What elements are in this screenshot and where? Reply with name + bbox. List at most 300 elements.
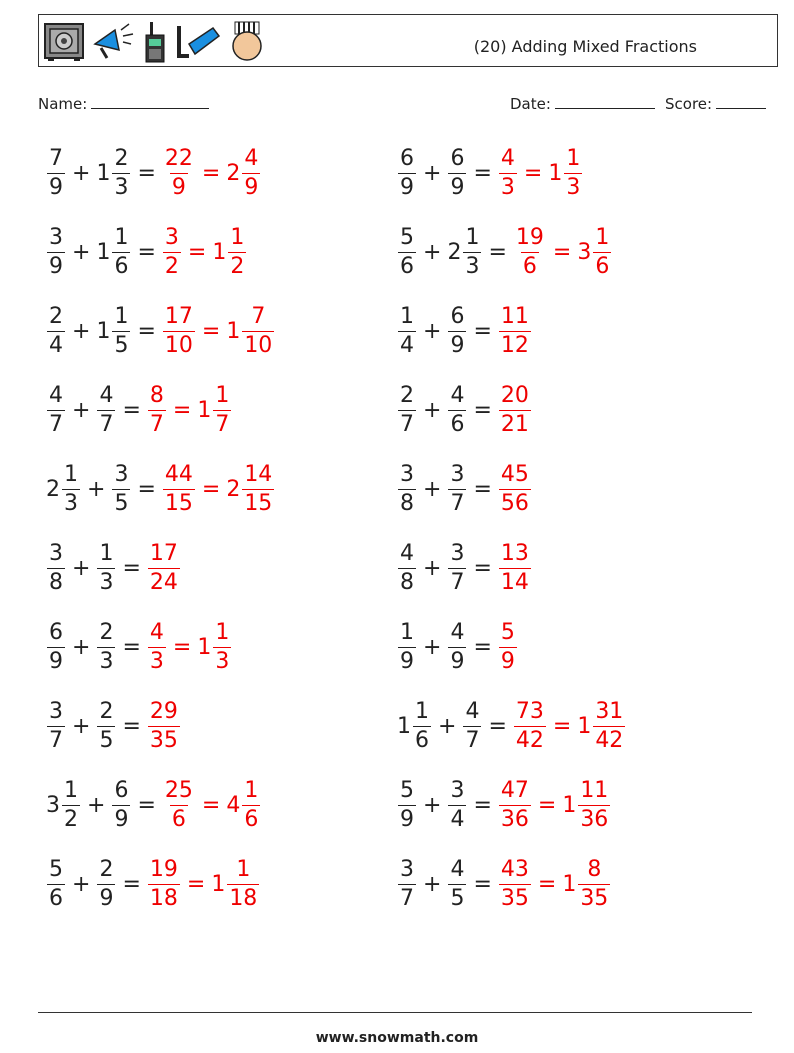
- addend-a-fraction-numerator: 5: [400, 777, 414, 803]
- addend-a-fraction-denominator: 2: [64, 806, 78, 832]
- addend-b-fraction-numerator: 4: [450, 619, 465, 645]
- plus-sign: +: [87, 476, 106, 502]
- answer-improper: [148, 856, 180, 911]
- addend-a-fraction: [62, 461, 80, 516]
- plus-sign: +: [423, 555, 442, 581]
- date-label: Date:: [510, 95, 551, 113]
- equals-sign: =: [488, 239, 507, 265]
- problem-item: [397, 696, 626, 756]
- answer-improper-denominator: 35: [500, 885, 529, 911]
- addend-b-fraction: [448, 382, 466, 437]
- answer: [162, 224, 247, 279]
- answer-mixed-fraction: [213, 382, 231, 437]
- addend-b-fraction-denominator: 9: [450, 174, 465, 200]
- equals-sign: =: [137, 239, 156, 265]
- addend-b-fraction: [97, 540, 115, 595]
- addend-a-fraction-numerator: 3: [49, 224, 63, 250]
- answer-mixed-whole: 1: [562, 871, 577, 897]
- equals-sign: =: [473, 397, 492, 423]
- answer: [498, 777, 611, 832]
- answer-improper-denominator: 6: [171, 806, 186, 832]
- answer: [498, 303, 532, 358]
- equals-sign: =: [473, 871, 492, 897]
- answer-improper-denominator: 7: [149, 411, 164, 437]
- answer-improper: [499, 382, 531, 437]
- equals-sign: =: [201, 160, 221, 186]
- answer-improper-denominator: 10: [164, 332, 193, 358]
- problem-item: [46, 459, 275, 519]
- answer-improper-denominator: 6: [522, 253, 537, 279]
- answer-improper-numerator: 17: [164, 303, 193, 329]
- problem-item: [46, 696, 181, 756]
- addend-a-fraction-numerator: 4: [49, 382, 63, 408]
- answer-improper-denominator: 56: [500, 490, 529, 516]
- addend-b-fraction-numerator: 1: [465, 224, 480, 250]
- addend-b-whole: 1: [96, 160, 111, 186]
- equals-sign: =: [201, 792, 221, 818]
- plus-sign: +: [87, 792, 106, 818]
- answer-improper: [163, 461, 195, 516]
- problem-item: [397, 459, 532, 519]
- addend-a-fraction-numerator: 4: [400, 540, 414, 566]
- answer: [498, 145, 583, 200]
- answer-mixed-fraction-denominator: 35: [580, 885, 609, 911]
- addend-a-fraction: [47, 856, 65, 911]
- addend-b-fraction: [448, 540, 466, 595]
- answer-improper-denominator: 24: [149, 569, 178, 595]
- addend-a-fraction-denominator: 7: [400, 411, 414, 437]
- answer-mixed-fraction: [227, 856, 259, 911]
- addend-a-fraction-denominator: 8: [49, 569, 63, 595]
- answer-mixed-fraction: [578, 856, 610, 911]
- answer: [513, 224, 612, 279]
- equals-sign: =: [137, 476, 156, 502]
- addend-a-fraction-denominator: 9: [49, 648, 63, 674]
- addend-b-fraction: [448, 777, 466, 832]
- answer-mixed-whole: 1: [562, 792, 577, 818]
- answer-mixed-fraction-numerator: 1: [566, 145, 581, 171]
- answer-mixed-whole: 2: [226, 476, 241, 502]
- answer-mixed-fraction-denominator: 2: [230, 253, 245, 279]
- addend-a-fraction: [398, 461, 416, 516]
- addend-b-fraction: [97, 382, 115, 437]
- answer: [513, 698, 626, 753]
- answer-mixed-fraction-denominator: 9: [244, 174, 259, 200]
- answer-improper: [514, 698, 546, 753]
- answer-mixed-fraction-denominator: 6: [244, 806, 259, 832]
- equals-sign: =: [552, 713, 572, 739]
- answer-improper: [499, 145, 517, 200]
- answer-improper-denominator: 2: [164, 253, 179, 279]
- answer-improper-denominator: 12: [500, 332, 529, 358]
- equals-sign: =: [473, 634, 492, 660]
- equals-sign: =: [122, 871, 141, 897]
- addend-b-fraction-denominator: 9: [99, 885, 114, 911]
- addend-a-fraction-numerator: 3: [400, 461, 414, 487]
- plus-sign: +: [72, 239, 91, 265]
- addend-b-fraction-denominator: 7: [450, 569, 465, 595]
- plus-sign: +: [438, 713, 457, 739]
- addend-b-fraction-denominator: 3: [114, 174, 129, 200]
- header-icons: [43, 19, 267, 65]
- plus-sign: +: [423, 476, 442, 502]
- addend-b-fraction-numerator: 1: [114, 224, 129, 250]
- answer-improper-numerator: 43: [500, 856, 529, 882]
- answer: [162, 303, 275, 358]
- answer-improper: [148, 698, 180, 753]
- answer: [162, 145, 261, 200]
- problem-item: [397, 380, 532, 440]
- answer-mixed-fraction-numerator: 7: [251, 303, 266, 329]
- equals-sign: =: [122, 634, 141, 660]
- plus-sign: +: [423, 792, 442, 818]
- equals-sign: =: [187, 239, 207, 265]
- addend-a-whole: 2: [46, 476, 60, 502]
- name-field[interactable]: [38, 94, 209, 113]
- answer: [498, 856, 611, 911]
- addend-a-fraction-numerator: 3: [49, 698, 63, 724]
- answer-mixed-fraction: [593, 224, 611, 279]
- equals-sign: =: [523, 160, 543, 186]
- answer-mixed-whole: 1: [548, 160, 563, 186]
- addend-b-fraction: [112, 224, 130, 279]
- answer-improper-numerator: 19: [149, 856, 178, 882]
- addend-b-fraction: [463, 224, 481, 279]
- answer-improper-denominator: 9: [500, 648, 515, 674]
- addend-a-fraction-denominator: 9: [400, 174, 414, 200]
- answer-improper: [499, 303, 531, 358]
- answer-improper: [163, 145, 195, 200]
- answer-improper-numerator: 8: [149, 382, 164, 408]
- addend-a-fraction-denominator: 8: [400, 569, 414, 595]
- answer-mixed-fraction-numerator: 1: [244, 777, 259, 803]
- addend-b-fraction: [448, 303, 466, 358]
- equals-sign: =: [201, 476, 221, 502]
- problem-item: [397, 143, 583, 203]
- answer-improper: [148, 540, 180, 595]
- addend-b-fraction: [112, 145, 130, 200]
- answer-improper-denominator: 9: [171, 174, 186, 200]
- equals-sign: =: [122, 713, 141, 739]
- addend-a-fraction-denominator: 8: [400, 490, 414, 516]
- answer-mixed-fraction: [242, 303, 274, 358]
- equals-sign: =: [172, 397, 192, 423]
- answer-mixed-fraction-numerator: 1: [236, 856, 251, 882]
- answer-improper-numerator: 4: [500, 145, 515, 171]
- addend-b-fraction-numerator: 1: [114, 303, 129, 329]
- addend-b-fraction-numerator: 6: [450, 145, 465, 171]
- addend-b-fraction-denominator: 3: [465, 253, 480, 279]
- plus-sign: +: [423, 397, 442, 423]
- answer: [498, 619, 518, 674]
- plus-sign: +: [423, 239, 442, 265]
- addend-b-fraction: [448, 619, 466, 674]
- addend-a-fraction-denominator: 6: [415, 727, 429, 753]
- addend-a-fraction: [47, 224, 65, 279]
- answer-mixed-fraction: [228, 224, 246, 279]
- equals-sign: =: [473, 160, 492, 186]
- addend-b-fraction: [448, 145, 466, 200]
- addend-a-fraction: [47, 619, 65, 674]
- answer-improper-numerator: 20: [500, 382, 529, 408]
- addend-a-fraction-numerator: 6: [49, 619, 63, 645]
- plus-sign: +: [72, 555, 91, 581]
- plus-sign: +: [423, 160, 442, 186]
- addend-b-fraction-denominator: 3: [99, 569, 114, 595]
- name-blank[interactable]: [91, 94, 209, 109]
- answer-mixed-fraction-numerator: 1: [215, 382, 230, 408]
- answer: [147, 540, 181, 595]
- answer-mixed-fraction-numerator: 1: [230, 224, 245, 250]
- score-label: Score:: [665, 95, 713, 113]
- addend-a-fraction-numerator: 1: [415, 698, 429, 724]
- plus-sign: +: [72, 160, 91, 186]
- addend-b-fraction-numerator: 2: [99, 619, 114, 645]
- addend-a-fraction-numerator: 1: [400, 619, 414, 645]
- answer-mixed-fraction-numerator: 4: [244, 145, 259, 171]
- problem-item: [397, 854, 611, 914]
- answer-improper-numerator: 22: [164, 145, 193, 171]
- date-blank[interactable]: [555, 94, 655, 109]
- answer: [498, 540, 532, 595]
- plus-sign: +: [423, 318, 442, 344]
- addend-b-fraction-numerator: 3: [114, 461, 129, 487]
- addend-b-fraction-numerator: 4: [99, 382, 114, 408]
- answer-improper: [163, 777, 195, 832]
- addend-a-fraction: [47, 303, 65, 358]
- addend-b-fraction-numerator: 3: [450, 540, 465, 566]
- addend-a-whole: 3: [46, 792, 60, 818]
- addend-a-whole: 1: [397, 713, 411, 739]
- addend-a-fraction-numerator: 1: [400, 303, 414, 329]
- addend-a-fraction-denominator: 3: [64, 490, 78, 516]
- addend-b-fraction-denominator: 4: [450, 806, 465, 832]
- answer-mixed-whole: 1: [211, 871, 226, 897]
- answer-improper-numerator: 45: [500, 461, 529, 487]
- answer-improper: [163, 224, 181, 279]
- answer-mixed-whole: 1: [197, 634, 212, 660]
- footer-site: www.snowmath.com: [315, 1030, 479, 1046]
- addend-b-fraction-denominator: 6: [114, 253, 129, 279]
- addend-b-fraction-denominator: 5: [450, 885, 465, 911]
- answer-improper: [499, 540, 531, 595]
- addend-a-fraction-numerator: 5: [49, 856, 63, 882]
- addend-b-fraction: [112, 303, 130, 358]
- addend-b-fraction: [112, 461, 130, 516]
- equals-sign: =: [172, 634, 192, 660]
- answer-improper-denominator: 3: [149, 648, 164, 674]
- addend-a-fraction-numerator: 6: [400, 145, 414, 171]
- answer-mixed-fraction-denominator: 7: [215, 411, 230, 437]
- problem-item: [397, 617, 518, 677]
- addend-b-fraction-denominator: 6: [450, 411, 465, 437]
- answer-improper-numerator: 13: [500, 540, 529, 566]
- worksheet-title: (20) Adding Mixed Fractions: [473, 37, 697, 56]
- addend-b-fraction-numerator: 4: [465, 698, 480, 724]
- answer-mixed-whole: 2: [226, 160, 241, 186]
- answer-improper-numerator: 47: [500, 777, 529, 803]
- answer-improper: [499, 777, 531, 832]
- answer-improper-numerator: 5: [500, 619, 515, 645]
- addend-a-fraction: [398, 540, 416, 595]
- equals-sign: =: [122, 397, 141, 423]
- equals-sign: =: [473, 318, 492, 344]
- answer-mixed-fraction-denominator: 18: [229, 885, 258, 911]
- equals-sign: =: [122, 555, 141, 581]
- answer-improper-denominator: 14: [500, 569, 529, 595]
- answer-mixed-whole: 1: [226, 318, 241, 344]
- answer-mixed-fraction-numerator: 11: [580, 777, 609, 803]
- addend-b-fraction-numerator: 2: [99, 856, 114, 882]
- answer-improper-numerator: 17: [149, 540, 178, 566]
- answer-improper-denominator: 15: [164, 490, 193, 516]
- problem-item: [397, 222, 612, 282]
- plus-sign: +: [72, 397, 91, 423]
- equals-sign: =: [473, 792, 492, 818]
- addend-a-fraction-denominator: 4: [49, 332, 63, 358]
- addend-a-fraction-numerator: 3: [49, 540, 63, 566]
- answer-mixed-whole: 1: [212, 239, 227, 265]
- addend-b-fraction-denominator: 5: [114, 332, 129, 358]
- answer-improper-numerator: 11: [500, 303, 529, 329]
- addend-b-fraction: [448, 856, 466, 911]
- addend-b-whole: 2: [447, 239, 462, 265]
- addend-a-fraction: [47, 382, 65, 437]
- addend-b-fraction-denominator: 7: [99, 411, 114, 437]
- addend-a-fraction-numerator: 3: [400, 856, 414, 882]
- addend-a-fraction: [62, 777, 80, 832]
- answer-mixed-fraction: [242, 777, 260, 832]
- addend-b-whole: 1: [96, 318, 111, 344]
- addend-a-fraction: [398, 382, 416, 437]
- addend-b-fraction: [97, 619, 115, 674]
- addend-a-fraction-numerator: 1: [64, 777, 78, 803]
- answer: [147, 619, 232, 674]
- answer-improper: [499, 856, 531, 911]
- answer-mixed-fraction-denominator: 6: [595, 253, 610, 279]
- addend-b-fraction-denominator: 3: [99, 648, 114, 674]
- addend-b-fraction-denominator: 7: [465, 727, 480, 753]
- addend-a-fraction-numerator: 2: [49, 303, 63, 329]
- date-field[interactable]: [510, 94, 655, 113]
- addend-b-fraction-denominator: 7: [450, 490, 465, 516]
- addend-a-fraction-denominator: 7: [49, 411, 63, 437]
- plus-sign: +: [72, 871, 91, 897]
- problem-item: [46, 775, 261, 835]
- answer-mixed-fraction-numerator: 8: [587, 856, 602, 882]
- answer-mixed-fraction: [593, 698, 625, 753]
- answer-improper-denominator: 42: [515, 727, 544, 753]
- equals-sign: =: [201, 318, 221, 344]
- addend-b-fraction-numerator: 2: [114, 145, 129, 171]
- answer-improper: [499, 619, 517, 674]
- equals-sign: =: [473, 555, 492, 581]
- answer-improper: [163, 303, 195, 358]
- plus-sign: +: [72, 634, 91, 660]
- equals-sign: =: [137, 160, 156, 186]
- addend-a-fraction: [398, 619, 416, 674]
- addend-a-fraction: [47, 145, 65, 200]
- answer-mixed-fraction: [242, 145, 260, 200]
- equals-sign: =: [137, 792, 156, 818]
- addend-b-whole: 1: [96, 239, 111, 265]
- addend-a-fraction-denominator: 6: [400, 253, 414, 279]
- equals-sign: =: [552, 239, 572, 265]
- addend-b-fraction-denominator: 9: [114, 806, 129, 832]
- problem-item: [46, 222, 247, 282]
- answer: [162, 777, 261, 832]
- answer: [147, 856, 260, 911]
- addend-a-fraction-denominator: 9: [49, 253, 63, 279]
- addend-b-fraction: [463, 698, 481, 753]
- addend-a-fraction-denominator: 9: [400, 806, 414, 832]
- answer-mixed-fraction: [578, 777, 610, 832]
- answer-mixed-whole: 3: [577, 239, 592, 265]
- problem-item: [397, 301, 532, 361]
- score-field[interactable]: [665, 94, 766, 113]
- answer-mixed-fraction-numerator: 14: [244, 461, 273, 487]
- answer-improper-numerator: 25: [164, 777, 193, 803]
- addend-a-fraction-numerator: 1: [64, 461, 78, 487]
- answer-mixed-fraction-denominator: 10: [244, 332, 273, 358]
- answer-mixed-fraction-denominator: 3: [215, 648, 230, 674]
- problem-item: [46, 854, 260, 914]
- safe-icon: [43, 22, 85, 62]
- addend-b-fraction: [97, 698, 115, 753]
- addend-a-fraction-denominator: 4: [400, 332, 414, 358]
- equals-sign: =: [537, 792, 557, 818]
- answer-improper-denominator: 35: [149, 727, 178, 753]
- addend-a-fraction-denominator: 9: [49, 174, 63, 200]
- addend-b-fraction: [97, 856, 115, 911]
- addend-a-fraction-denominator: 7: [49, 727, 63, 753]
- answer: [147, 698, 181, 753]
- addend-a-fraction-numerator: 2: [400, 382, 414, 408]
- answer-improper: [148, 382, 166, 437]
- walkie-talkie-icon: [141, 21, 169, 63]
- plus-sign: +: [72, 318, 91, 344]
- answer-improper-numerator: 19: [515, 224, 544, 250]
- addend-a-fraction-denominator: 9: [400, 648, 414, 674]
- answer-mixed-fraction: [564, 145, 582, 200]
- answer-improper: [148, 619, 166, 674]
- answer-improper-numerator: 3: [164, 224, 179, 250]
- answer-mixed-whole: 1: [197, 397, 212, 423]
- plus-sign: +: [72, 713, 91, 739]
- problem-item: [46, 143, 261, 203]
- answer-improper-denominator: 36: [500, 806, 529, 832]
- equals-sign: =: [488, 713, 507, 739]
- addend-a-fraction: [398, 224, 416, 279]
- answer-improper-numerator: 73: [515, 698, 544, 724]
- equals-sign: =: [137, 318, 156, 344]
- addend-b-fraction-numerator: 2: [99, 698, 114, 724]
- addend-b-fraction-denominator: 5: [99, 727, 114, 753]
- score-blank[interactable]: [716, 94, 766, 109]
- problem-item: [397, 775, 611, 835]
- addend-a-fraction: [398, 303, 416, 358]
- answer-mixed-fraction: [242, 461, 274, 516]
- equals-sign: =: [186, 871, 206, 897]
- answer: [147, 382, 232, 437]
- addend-b-fraction-denominator: 5: [114, 490, 129, 516]
- addend-b-fraction-denominator: 9: [450, 332, 465, 358]
- addend-a-fraction: [398, 777, 416, 832]
- plus-sign: +: [423, 634, 442, 660]
- addend-b-fraction-numerator: 3: [450, 461, 465, 487]
- answer-improper-numerator: 29: [149, 698, 178, 724]
- megaphone-icon: [91, 22, 135, 62]
